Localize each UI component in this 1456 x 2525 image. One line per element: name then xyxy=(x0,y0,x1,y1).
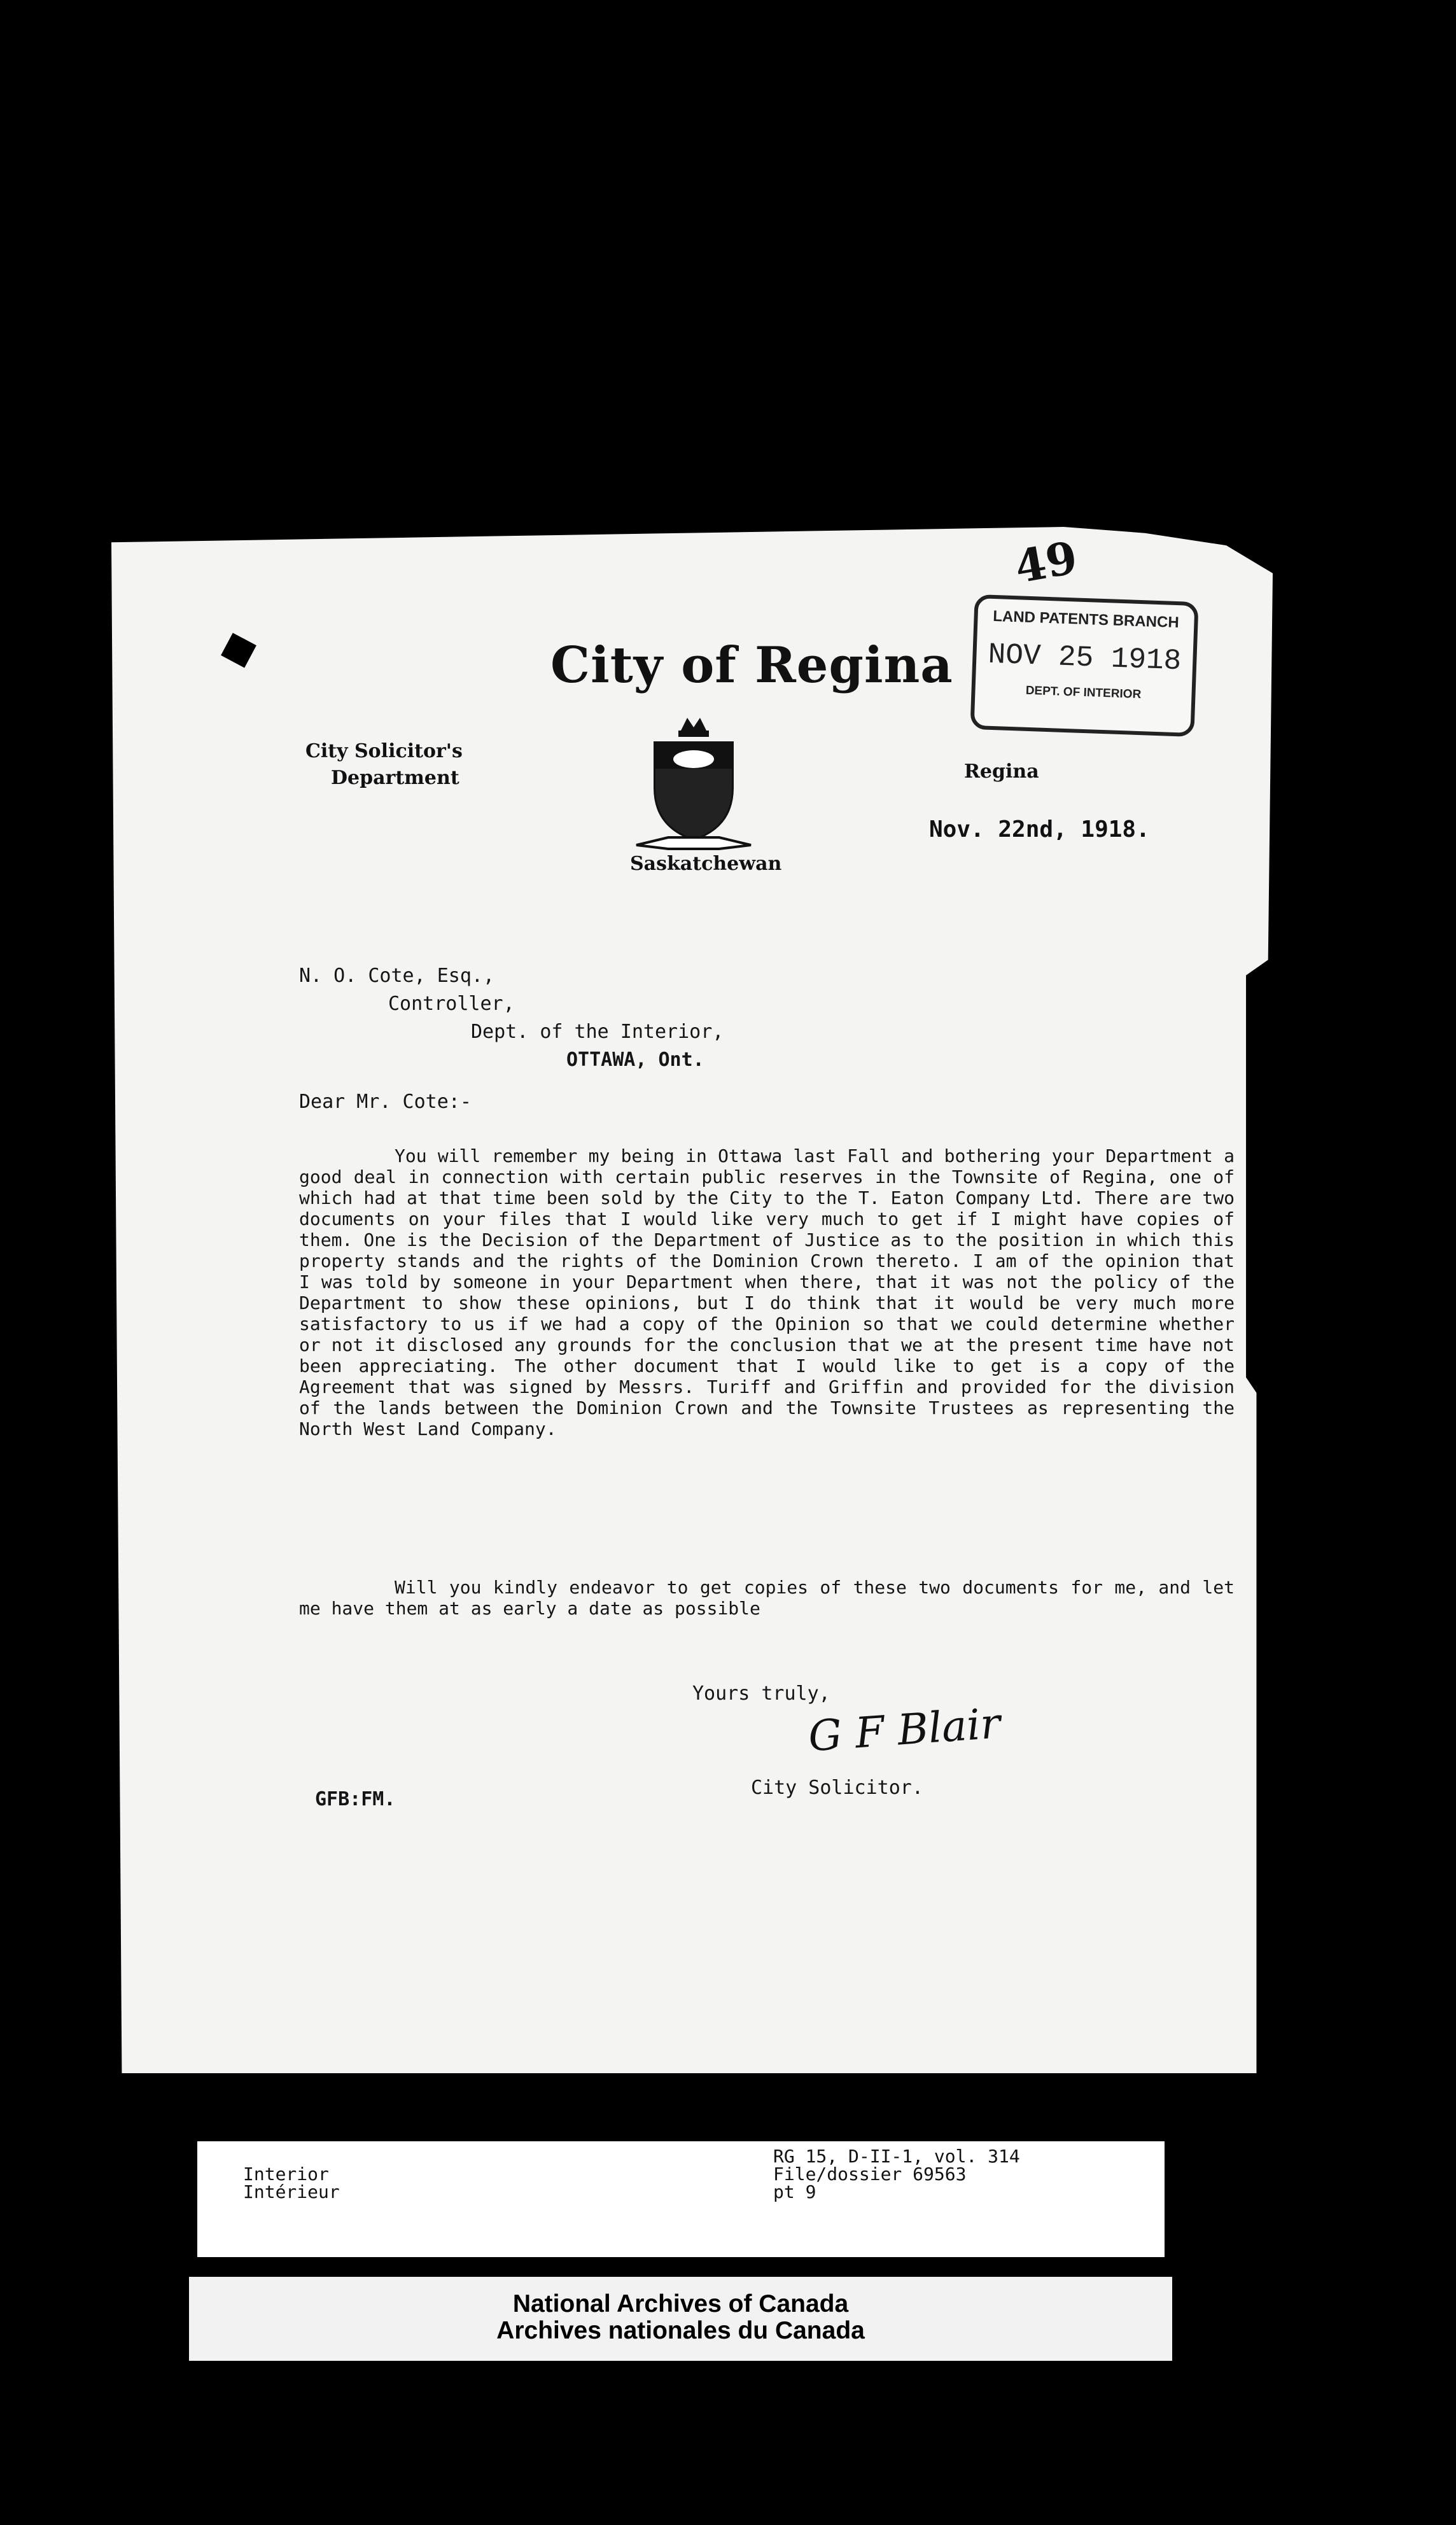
recipient-address xyxy=(299,962,724,1074)
recipient-line: OTTAWA, Ont. xyxy=(566,1049,704,1071)
reference-line: RG 15, D-II-1, vol. 314 xyxy=(773,2146,1020,2167)
letter-date: Nov. 22nd, 1918. xyxy=(929,816,1150,843)
body-paragraph: You will remember my being in Ottawa last Fall and bothering your Department a good deal in connection with certain public reserves in the Townsite of Regina, one of which had at that time been sold by the City to the T. Eaton Company Ltd. There are two documents on your files that I would like very much to get if I might have copies of them. One is the Decision of the Department of Justice as to the position in which this property stands and the rights of the Dominion Crown thereto. I am of the opinion that I was told by someone in your Department when there, that it was not the policy of the Department to show these opinions, but I do think that it would be very much more satisfactory to us if we had a copy of the Opinion so that we could determine whether or not it disclosed any grounds for the conclusion that we at the present time have not been appreciating. The other document that I would like to get is a copy of the Agreement that was signed by Messrs. Turiff and Griffin and provided for the division of the lands between the Dominion Crown and the Townsite Trustees as representing the North West Land Company. xyxy=(299,1145,1235,1439)
signature: G F Blair xyxy=(806,1698,1002,1761)
recipient-line: Dept. of the Interior, xyxy=(471,1021,724,1043)
received-stamp xyxy=(970,594,1198,737)
archive-label xyxy=(189,2277,1172,2361)
archive-label-line: National Archives of Canada xyxy=(512,2290,849,2318)
salutation: Dear Mr. Cote:- xyxy=(299,1091,472,1113)
reference-department xyxy=(243,2165,340,2201)
letterhead-department-line: Department xyxy=(331,767,459,789)
letterhead-province: Saskatchewan xyxy=(630,853,782,875)
signature-title: City Solicitor. xyxy=(751,1777,923,1799)
reference-line: pt 9 xyxy=(773,2181,816,2202)
body-paragraph: Will you kindly endeavor to get copies of these two documents for me, and let me have them at as early a date as possible xyxy=(299,1577,1235,1619)
recipient-line: Controller, xyxy=(388,993,515,1015)
typist-initials: GFB:FM. xyxy=(315,1788,396,1810)
reference-citation xyxy=(773,2148,1020,2201)
letterhead-department-line: City Solicitor's xyxy=(305,740,463,762)
stamp-date: NOV 25 1918 xyxy=(987,638,1182,678)
letterhead-city: Regina xyxy=(964,760,1039,783)
archive-label-line: Archives nationales du Canada xyxy=(496,2317,865,2344)
stamp-dept: DEPT. OF INTERIOR xyxy=(1025,683,1142,702)
recipient-line: N. O. Cote, Esq., xyxy=(299,965,495,987)
file-number-mark: 49 xyxy=(1011,531,1081,594)
reference-line: Interior xyxy=(243,2164,329,2185)
letterhead-department xyxy=(305,738,463,792)
reference-line: File/dossier 69563 xyxy=(773,2164,967,2185)
reference-line: Intérieur xyxy=(243,2181,340,2202)
reference-card xyxy=(197,2141,1165,2257)
closing: Yours truly, xyxy=(692,1682,830,1705)
coat-of-arms-icon xyxy=(630,705,757,851)
stamp-branch: LAND PATENTS BRANCH xyxy=(992,607,1180,632)
letterhead-title: City of Regina xyxy=(550,636,953,694)
